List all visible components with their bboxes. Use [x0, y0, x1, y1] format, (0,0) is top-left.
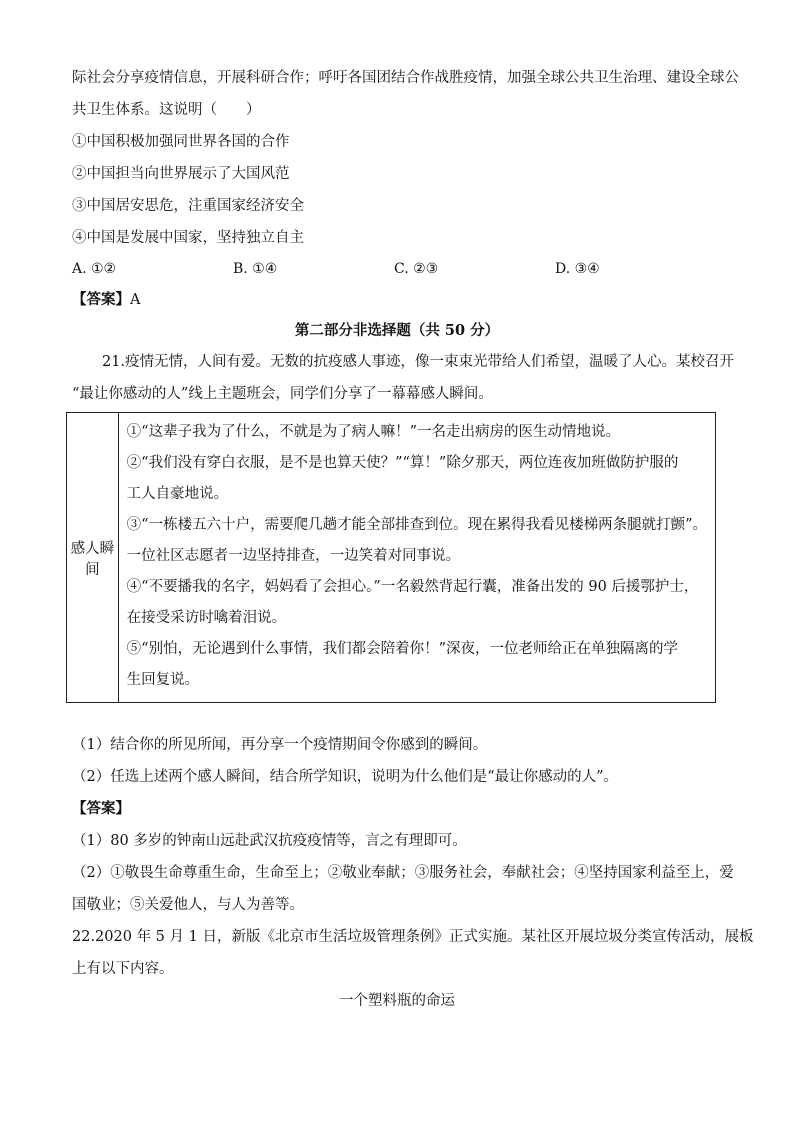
q20-statement-4: ④中国是发展中国家，坚持独立自主 [72, 230, 304, 246]
spacer [72, 703, 722, 729]
moment-line: 工人自豪地说。 [126, 486, 229, 502]
q20-stem-line2: 共卫生体系。这说明（ ） [72, 102, 261, 118]
q20-stem-line1: 际社会分享疫情信息，开展科研合作；呼吁各国团结合作战胜疫情，加强全球公共卫生治理、建设全球公 [72, 70, 739, 86]
moments-table-category: 感人瞬间 [67, 413, 119, 703]
moment-line: ①“这辈子我为了什么，不就是为了病人嘛！”一名走出病房的医生动情地说。 [126, 424, 620, 440]
q20-options [72, 254, 722, 284]
q21-answer-2-line2: 国敬业；⑤关爱他人，与人为善等。 [72, 897, 304, 913]
moments-table [66, 412, 716, 703]
moment-line: ⑤“别怕，无论遇到什么事情，我们都会陪着你！”深夜，一位老师给正在单独隔离的学 [126, 641, 678, 657]
part2-title: 第二部分非选择题（共 50 分） [294, 322, 500, 339]
q20-statement-2: ②中国担当向世界展示了大国风范 [72, 166, 290, 182]
q22-stem-line2: 上有以下内容。 [72, 961, 174, 977]
q21-answer-2-line1: （2）①敬畏生命尊重生命，生命至上；②敬业奉献；③服务社会，奉献社会；④坚持国家利益至上，爱 [72, 865, 734, 881]
moment-line: 在接受采访时噙着泪说。 [126, 610, 287, 626]
moment-line: ②“我们没有穿白衣服，是不是也算天使？”“算！”除夕那天，两位连夜加班做防护服的 [126, 455, 679, 471]
q21-stem-line2: “最让你感动的人”线上主题班会，同学们分享了一幕幕感人瞬间。 [72, 386, 493, 402]
q21-sub2: （2）任选上述两个感人瞬间，结合所学知识，说明为什么他们是“最让你感动的人”。 [72, 769, 619, 785]
q20-statement-1: ①中国积极加强同世界各国的合作 [72, 134, 290, 150]
moment-line: ④“不要播我的名字，妈妈看了会担心。”一名毅然背起行囊，准备出发的 90 后援鄂护士， [126, 579, 699, 595]
q20-answer [72, 284, 722, 316]
exam-page [70, 62, 754, 1017]
q20-option-a: A. ①② [72, 261, 117, 277]
q21-answer-1: （1）80 多岁的钟南山远赴武汉抗疫疫情等，言之有理即可。 [72, 833, 467, 849]
q21-stem-line1: 21.疫情无情，人间有爱。无数的抗疫感人事迹，像一束束光带给人们希望，温暖了人心。某校召开 [102, 354, 735, 370]
q20-option-d: D. ③④ [555, 261, 600, 277]
q21-sub1: （1）结合你的所见所闻，再分享一个疫情期间令你感到的瞬间。 [72, 737, 488, 753]
moments-table-content [118, 413, 715, 703]
moment-line: ③“一栋楼五六十户，需要爬几趟才能全部排查到位。现在累得我看见楼梯两条腿就打颤”。 [126, 517, 707, 533]
q20-option-c: C. ②③ [394, 261, 439, 277]
q22-subtitle: 一个塑料瓶的命运 [339, 993, 455, 1009]
moment-line: 生回复说。 [126, 672, 200, 688]
q20-answer-tag: 【答案】 [72, 291, 130, 308]
q20-statement-3: ③中国居安思危，注重国家经济安全 [72, 198, 304, 214]
q20-answer-value: A [130, 292, 141, 308]
moment-line: 一位社区志愿者一边坚持排查，一边笑着对同事说。 [126, 548, 461, 564]
q21-answer-tag: 【答案】 [72, 800, 130, 817]
q20-option-b: B. ①④ [233, 261, 278, 277]
q22-stem-line1: 22.2020 年 5 月 1 日，新版《北京市生活垃圾管理条例》正式实施。某社区开展垃圾分类宣传活动，展板 [72, 929, 754, 945]
